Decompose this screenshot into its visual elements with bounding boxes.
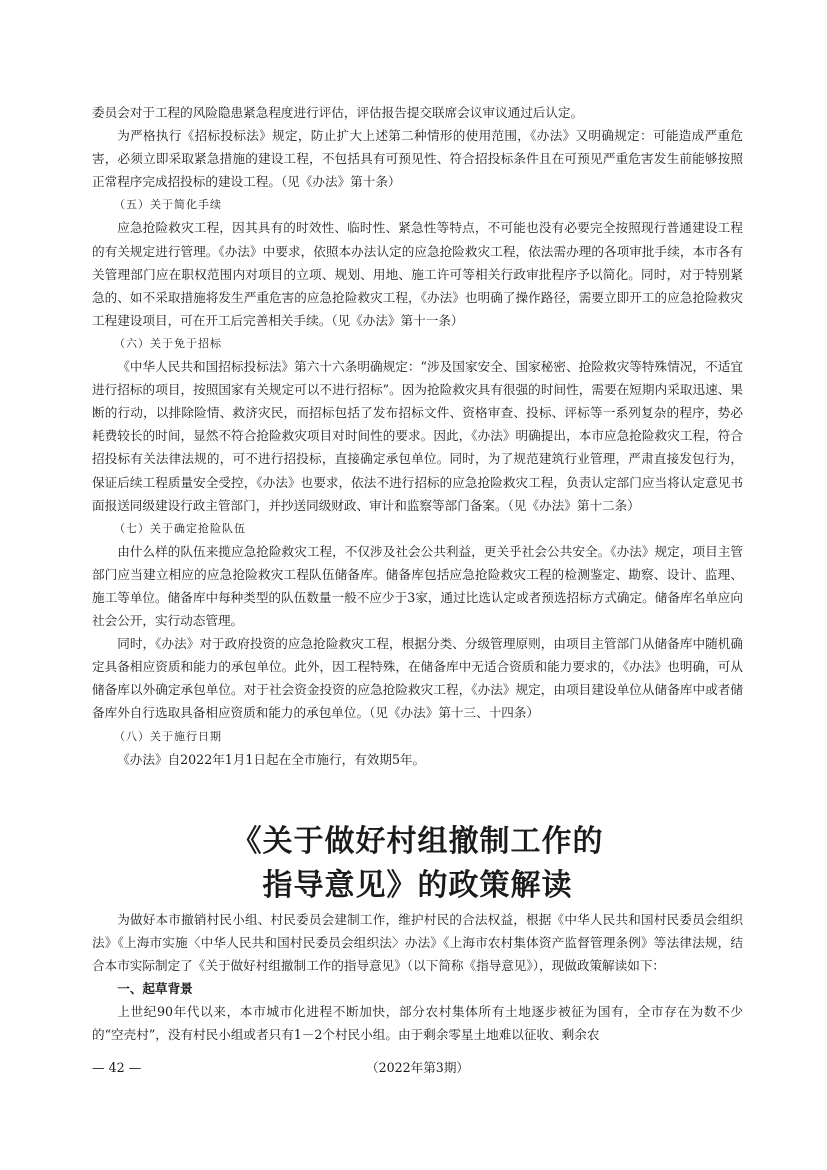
subsection-heading: （五）关于简化手续 (114, 198, 222, 212)
subsection-heading: （六）关于免于招标 (114, 336, 222, 350)
paragraph: 《办法》自2022年1月1日起在全市施行，有效期5年。 (117, 751, 426, 767)
paragraph: 应急抢险救灾工程，因其具有的时效性、临时性、紧急性等特点，不可能也没有必要完全按照现行普通建设工程的有关规定进行管理。《办法》中要求，依照本办法认定的应急抢险救灾工程，依法需办理的各项审批手续，本市各有关管理部门应在职权范围内对项目的立项、规划、用地、施工许可等相关行政审批程序予以简化。同时，对于特别紧急的、如不采取措施将发生严重危害的应急抢险救灾工程，《办法》也明确了操作路径，需要立即开工的应急抢险救灾工程建设项目，可在开工后完善相关手续。（见《办法》第十一条） (92, 220, 743, 328)
paragraph: 由什么样的队伍来揽应急抢险救灾工程，不仅涉及社会公共利益，更关乎社会公共安全。《办法》规定，项目主管部门应当建立相应的应急抢险救灾工程队伍储备库。储备库包括应急抢险救灾工程的检测鉴定、勘察、设计、监理、施工等单位。储备库中每种类型的队伍数量一般不应少于3家，通过比选认定或者预选招标方式确定。储备库名单应向社会公开，实行动态管理。 (92, 543, 743, 629)
issue-label: （2022年第3期） (365, 1060, 470, 1075)
article-title (92, 820, 743, 908)
section-heading: 一、起草背景 (117, 981, 193, 997)
paragraph: 委员会对于工程的风险隐患紧急程度进行评估，评估报告提交联席会议审议通过后认定。 (92, 105, 584, 120)
paragraph: 上世纪90年代以来，本市城市化进程不断加快，部分农村集体所有土地逐步被征为国有，全市存在为数不少的“空壳村”，没有村民小组或者只有1－2个村民小组。由于剩余零星土地难以征收、剩余农 (92, 1004, 743, 1043)
paragraph: 《中华人民共和国招标投标法》第六十六条明确规定：“涉及国家安全、国家秘密、抢险救灾等特殊情况，不适宜进行招标的项目，按照国家有关规定可以不进行招标”。因为抢险救灾具有很强的时间性，需要在短期内采取迅速、果断的行动，以排除险情、救济灾民，而招标包括了发布招标文件、资格审查、投标、评标等一系列复杂的程序，势必耗费较长的时间，显然不符合抢险救灾项目对时间性的要求。因此，《办法》明确提出，本市应急抢险救灾工程，符合招投标有关法律法规的，可不进行招投标，直接确定承包单位。同时，为了规范建筑行业管理，严肃直接发包行为，保证后续工程质量安全受控，《办法》也要求，依法不进行招标的应急抢险救灾工程，负责认定部门应当将认定意见书面报送同级建设行政主管部门，并抄送同级财政、审计和监察等部门备案。（见《办法》第十二条） (92, 359, 743, 513)
article-body (92, 908, 743, 1047)
subsection-heading: （八）关于施行日期 (114, 729, 222, 743)
page-number: — 42 — (92, 1060, 142, 1075)
subsection-heading: （七）关于确定抢险队伍 (114, 521, 246, 535)
paragraph: 为严格执行《招标投标法》规定，防止扩大上述第二种情形的使用范围，《办法》又明确规定：可能造成严重危害，必须立即采取紧急措施的建设工程，不包括具有可预见性、符合招投标条件且在可预见严重危害发生前能够按照正常程序完成招投标的建设工程。（见《办法》第十条） (92, 128, 743, 190)
paragraph: 同时，《办法》对于政府投资的应急抢险救灾工程，根据分类、分级管理原则，由项目主管部门从储备库中随机确定具备相应资质和能力的承包单位。此外，因工程特殊，在储备库中无适合资质和能力要求的，《办法》也明确，可从储备库以外确定承包单位。对于社会资金投资的应急抢险救灾工程，《办法》规定，由项目建设单位从储备库中或者储备库外自行选取具备相应资质和能力的承包单位。（见《办法》第十三、十四条） (92, 636, 743, 721)
paragraph: 为做好本市撤销村民小组、村民委员会建制工作，维护村民的合法权益，根据《中华人民共和国村民委员会组织法》《上海市实施〈中华人民共和国村民委员会组织法〉办法》《上海市农村集体资产监督管理条例》等法律法规，结合本市实际制定了《关于做好村组撤制工作的指导意见》（以下简称《指导意见》），现做政策解读如下： (92, 912, 743, 974)
previous-article-body (92, 101, 743, 771)
page-footer (92, 1058, 743, 1078)
article-title-line: 《关于做好村组撤制工作的 (231, 824, 604, 859)
article-title-line: 指导意见》的政策解读 (262, 868, 573, 903)
